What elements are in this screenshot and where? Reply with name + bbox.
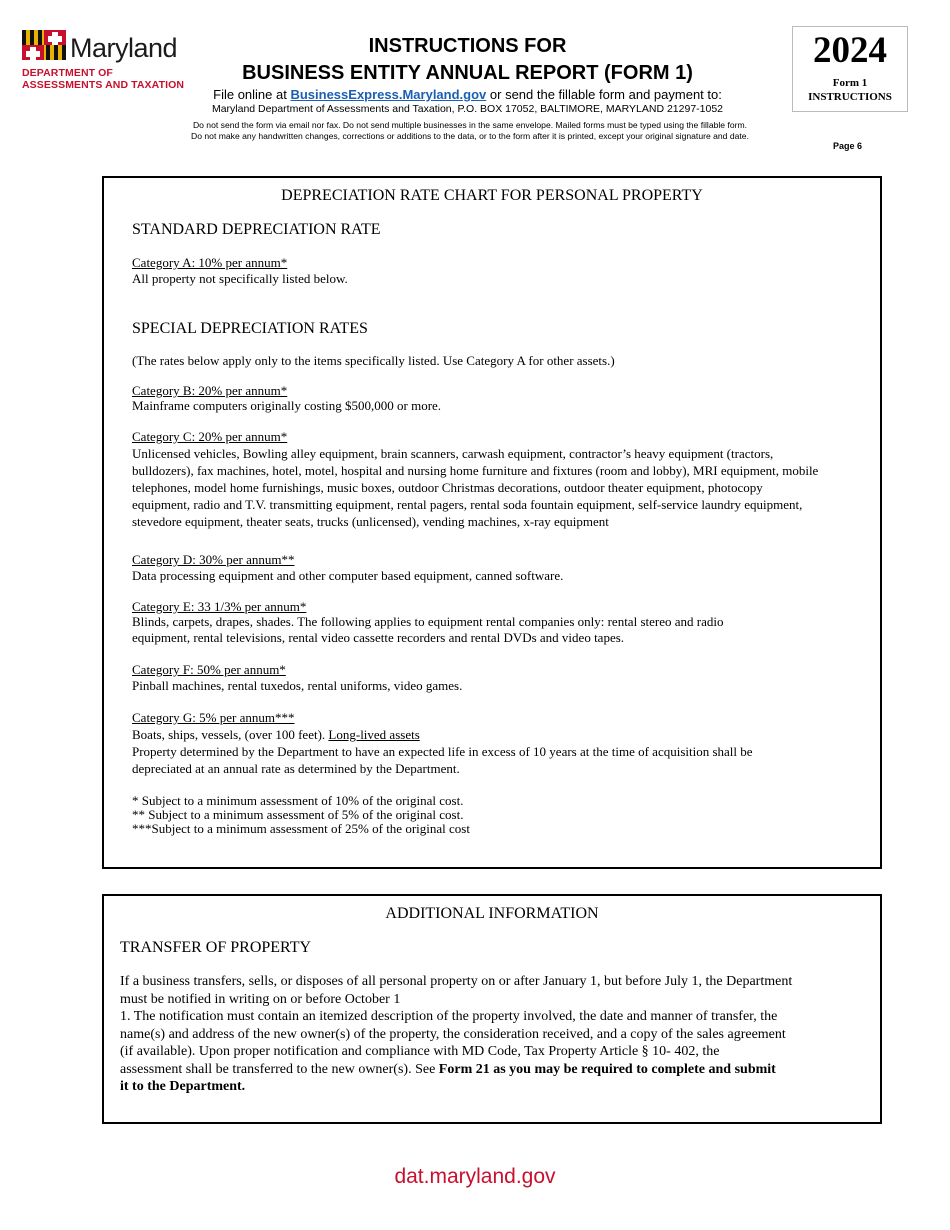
form-year-badge — [792, 26, 908, 112]
additional-info-title: ADDITIONAL INFORMATION — [385, 905, 599, 922]
logo-department: DEPARTMENT OF ASSESSMENTS AND TAXATION — [22, 67, 185, 91]
page-title-line2: BUSINESS ENTITY ANNUAL REPORT (FORM 1) — [242, 62, 693, 84]
special-rates-heading: SPECIAL DEPRECIATION RATES — [132, 320, 368, 337]
file-online-line: File online at BusinessExpress.Maryland.gov or send the fillable form and payment to: — [213, 87, 722, 102]
category-d-text: Data processing equipment and other computer based equipment, canned software. — [132, 568, 564, 583]
category-c-title: Category C: 20% per annum* — [132, 429, 288, 444]
category-a-title: Category A: 10% per annum* — [132, 255, 288, 270]
agency-logo — [22, 30, 197, 92]
footer-website[interactable]: dat.maryland.gov — [394, 1165, 556, 1188]
category-b-title: Category B: 20% per annum* — [132, 383, 288, 398]
category-f-text: Pinball machines, rental tuxedos, rental uniforms, video games. — [132, 678, 463, 693]
logo-wordmark: Maryland — [70, 33, 178, 63]
special-rates-note: (The rates below apply only to the items specifically listed. Use Category A for other assets.) — [132, 353, 615, 368]
transfer-heading: TRANSFER OF PROPERTY — [120, 939, 312, 956]
maryland-flag-icon — [22, 30, 66, 60]
chart-title: DEPRECIATION RATE CHART FOR PERSONAL PROPERTY — [281, 187, 703, 204]
category-g-title: Category G: 5% per annum*** — [132, 710, 295, 725]
footnotes: * Subject to a minimum assessment of 10% of the original cost. ** Subject to a minimum assessment of 5% of the original cost. ***Subject to a minimum assessment of 25% of the original cost — [132, 793, 470, 836]
instructions-label: INSTRUCTIONS — [808, 91, 892, 103]
business-express-link[interactable]: BusinessExpress.Maryland.gov — [290, 87, 487, 102]
long-lived-assets-label: Long-lived assets — [328, 727, 420, 742]
form-number: Form 1 — [832, 77, 868, 89]
submission-note-1: Do not send the form via email nor fax. Do not send multiple businesses in the same envelope. Mailed forms must be typed using the fillable form. — [192, 120, 748, 130]
depreciation-chart-box — [102, 176, 882, 869]
form-21-reference: Form 21 as you may be required to complete and submit — [438, 1061, 776, 1077]
transfer-text: If a business transfers, sells, or disposes of all personal property on or after January 1, but before July 1, the Department must be notified in writing on or before October 1 1. The notification must contain an itemized description of the property involved, the date and manner of transfer, the name(s) and address of the new owner(s) of the property, the consideration received, and a copy of the sales agreement (if available). Upon proper notification and compliance with MD Code, Tax Property Article § 10- 402, the assessment shall be transferred to the new owner(s). See Form 21 as you may be required to complete and submit it to the Department. — [120, 974, 793, 1094]
standard-rate-heading: STANDARD DEPRECIATION RATE — [132, 221, 381, 238]
category-f-title: Category F: 50% per annum* — [132, 662, 286, 677]
submission-note-2: Do not make any handwritten changes, corrections or additions to the data, or to the form after it is printed, except your original signature and date. — [191, 131, 749, 141]
form-year: 2024 — [813, 30, 887, 71]
category-e-text: Blinds, carpets, drapes, shades. The following applies to equipment rental companies only: rental stereo and radio equipment, rental televisions, rental video cassette recorders and rental DVDs and video tapes. — [132, 614, 724, 645]
category-g-text: Boats, ships, vessels, (over 100 feet). Long-lived assets — [132, 727, 420, 742]
category-b-text: Mainframe computers originally costing $500,000 or more. — [132, 398, 442, 413]
category-d-title: Category D: 30% per annum** — [132, 552, 295, 567]
category-c-text: Unlicensed vehicles, Bowling alley equipment, brain scanners, carwash equipment, contractor’s heavy equipment (tractors, bulldozers), fax machines, hotel, motel, hospital and nursing home furniture and fixtures (room and lobby), MRI equipment, mobile telephones, model home furnishings, music boxes, outdoor Christmas decorations, outdoor theater equipment, photocopy equipment, radio and T.V. transmitting equipment, rental pagers, rental soda fountain equipment, self-service laundry equipment, stevedore equipment, theater seats, trucks (unlicensed), vending machines, x-ray equipment — [132, 446, 819, 529]
additional-information-box — [102, 894, 882, 1124]
category-a-text: All property not specifically listed below. — [132, 271, 348, 286]
page-title-line1: INSTRUCTIONS FOR — [368, 35, 567, 57]
mailing-address: Maryland Department of Assessments and Taxation, P.O. BOX 17052, BALTIMORE, MARYLAND 21297-1052 — [211, 103, 724, 115]
long-lived-assets-text: Property determined by the Department to have an expected life in excess of 10 years at the time of acquisition shall be depreciated at an annual rate as determined by the Department. — [132, 744, 753, 776]
page-number: Page 6 — [833, 141, 863, 151]
category-e-title: Category E: 33 1/3% per annum* — [132, 599, 307, 614]
